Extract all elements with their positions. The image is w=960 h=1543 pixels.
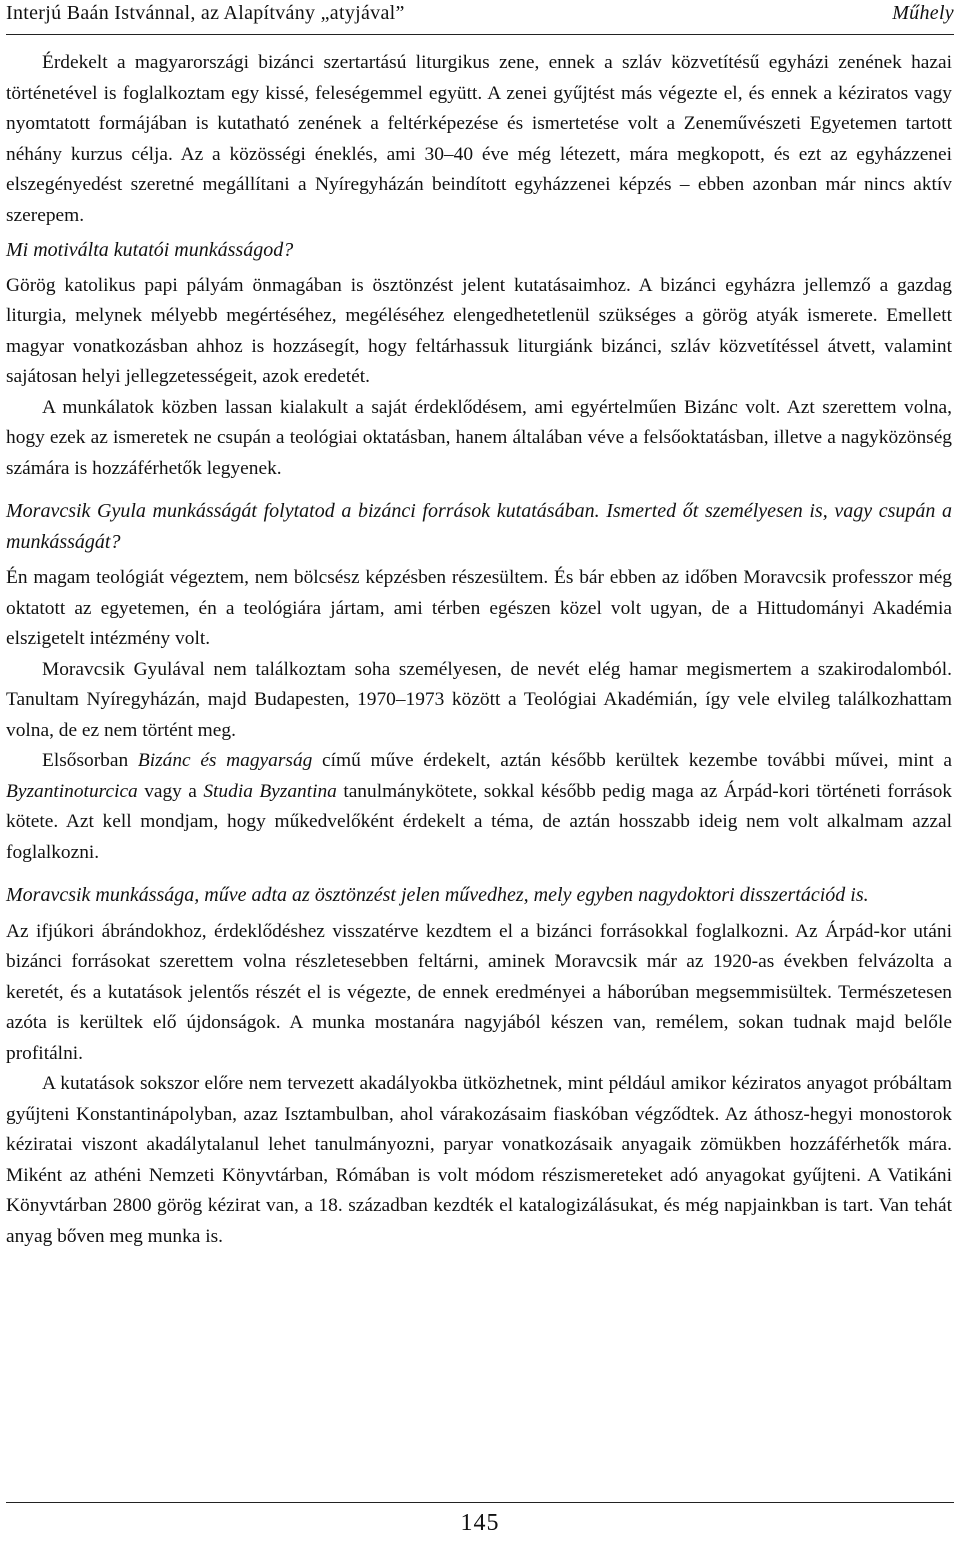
footer-rule	[6, 1502, 954, 1503]
paragraph: A kutatások sokszor előre nem tervezett akadályokba ütközhetnek, mint például amikor kéziratos anyagot próbáltam gyűjteni Konstantinápolyban, azaz Isztambulban, ahol várakozásaim fiaskóban végződtek. Az áthosz-hegyi monostorok kéziratai viszont akadálytalanul lehet tanulmányozni, paryar vonatkozásaik anyagaik zömükben hozzáférhetők mára. Miként az athéni Nemzeti Könyvtárban, Rómában is volt módom részismereteket adó anyagokat gyűjteni. A Vatikáni Könyvtárban 2800 görög kézirat van, a 18. században kezdték el katalogizálásukat, és még napjainkban is tart. Van tehát anyag bőven meg munka is.	[6, 1073, 952, 1247]
running-head-title: Interjú Baán Istvánnal, az Alapítvány „atyjával”	[6, 2, 405, 24]
running-head-section: Műhely	[892, 2, 954, 24]
paragraph: A munkálatok közben lassan kialakult a saját érdeklődésem, ami egyértelműen Bizánc volt. Azt szerettem volna, hogy ezek az ismeretek ne csupán a teológiai oktatásban, hanem általában véve a felsőoktatásban, illetve a nagyközönség számára is hozzáférhetők legyenek.	[6, 396, 952, 479]
text-run: tanulmánykötete, sokkal később pedig maga az Árpád-kori történeti források kötete. Azt kell mondjam, hogy műkedvelőként érdekelt a téma, de aztán hosszabb ideig nem volt alkalmam azzal foglalkozni.	[6, 780, 953, 863]
article-body	[6, 48, 952, 1252]
running-head	[6, 2, 954, 28]
header-rule	[6, 34, 954, 35]
text-run: című műve érdekelt, aztán később kerültek kezembe további művei, mint a	[312, 750, 952, 771]
paragraph: Az ifjúkori ábrándokhoz, érdeklődéshez visszatérve kezdtem el a bizánci forrásokkal foglalkozni. Az Árpád-kor utáni bizánci forrásokat szerettem volna részletesebben feltárni, aminek Moravcsik már az 1920-as években felvázolta a keretét, és a kutatások jelentős részét el is végezte, de ennek eredményei a háborúban megsemmisültek. Természetesen azóta is kerültek elő újdonságok. A munka mostanára nagyjából készen van, remélem, sokan tudnak majd belőle profitálni.	[6, 920, 952, 1064]
page-number: 145	[460, 1510, 500, 1536]
book-title: Bizánc és magyarság	[137, 750, 313, 771]
book-title: Studia Byzantina	[203, 780, 337, 802]
interview-question: Moravcsik munkássága, műve adta az ösztönzést jelen művedhez, mely egyben nagydoktori disszertációd is.	[6, 884, 869, 906]
interview-question: Moravcsik Gyula munkásságát folytatod a bizánci források kutatásában. Ismerted őt személyesen is, vagy csupán a munkásságát?	[6, 500, 952, 553]
paragraph-with-titles	[6, 746, 952, 868]
paragraph: Moravcsik Gyulával nem találkoztam soha személyesen, de nevét elég hamar megismertem a szakirodalomból. Tanultam Nyíregyházán, majd Budapesten, 1970–1973 között a Teológiai Akadémián, így vele elvileg találkozhattam volna, de ez nem történt meg.	[6, 658, 952, 741]
interview-question: Mi motiválta kutatói munkásságod?	[6, 239, 294, 261]
text-run: Elsősorban	[42, 750, 138, 771]
text-run: vagy a	[137, 780, 204, 802]
paragraph: Görög katolikus papi pályám önmagában is ösztönzést jelent kutatásaimhoz. A bizánci egyházra jellemző a gazdag liturgia, melynek mélyebb megértéséhez, megéléséhez elengedhetetlenül szükséges a görög atyák ismerete. Emellett magyar vonatkozásban ahhoz is hozzásegít, hogy feltárhassuk liturgiánk bizánci, szláv közvetítéssel átvett, valamint sajátosan helyi jellegzetességeit, azok eredetét.	[6, 274, 952, 387]
paragraph: Érdekelt a magyarországi bizánci szertartású liturgikus zene, ennek a szláv közvetítésű egyházi zenének hazai történetével is foglalkoztam egy kissé, feleségemmel együtt. A zenei gyűjtést más végezte el, és ennek a kéziratos vagy nyomtatott formájában is kutatható zenének a feltérképezése és ismertetése volt a Zeneművészeti Egyetemen tartott néhány kurzus célja. Az a közösségi éneklés, ami 30–40 éve még létezett, mára megkopott, és ezt az egyházzenei elszegényedést szeretné megállítani a Nyíregyházán beindított egyházzenei képzés – ebben azonban már nincs aktív szerepem.	[6, 52, 952, 226]
book-title: Byzantinoturcica	[6, 780, 138, 802]
paragraph: Én magam teológiát végeztem, nem bölcsész képzésben részesültem. És bár ebben az időben Moravcsik professzor még oktatott az egyetemen, én a teológiára jártam, ami térben egészen közel volt ugyan, de a Hittudományi Akadémia elszigetelt intézmény volt.	[6, 567, 952, 649]
